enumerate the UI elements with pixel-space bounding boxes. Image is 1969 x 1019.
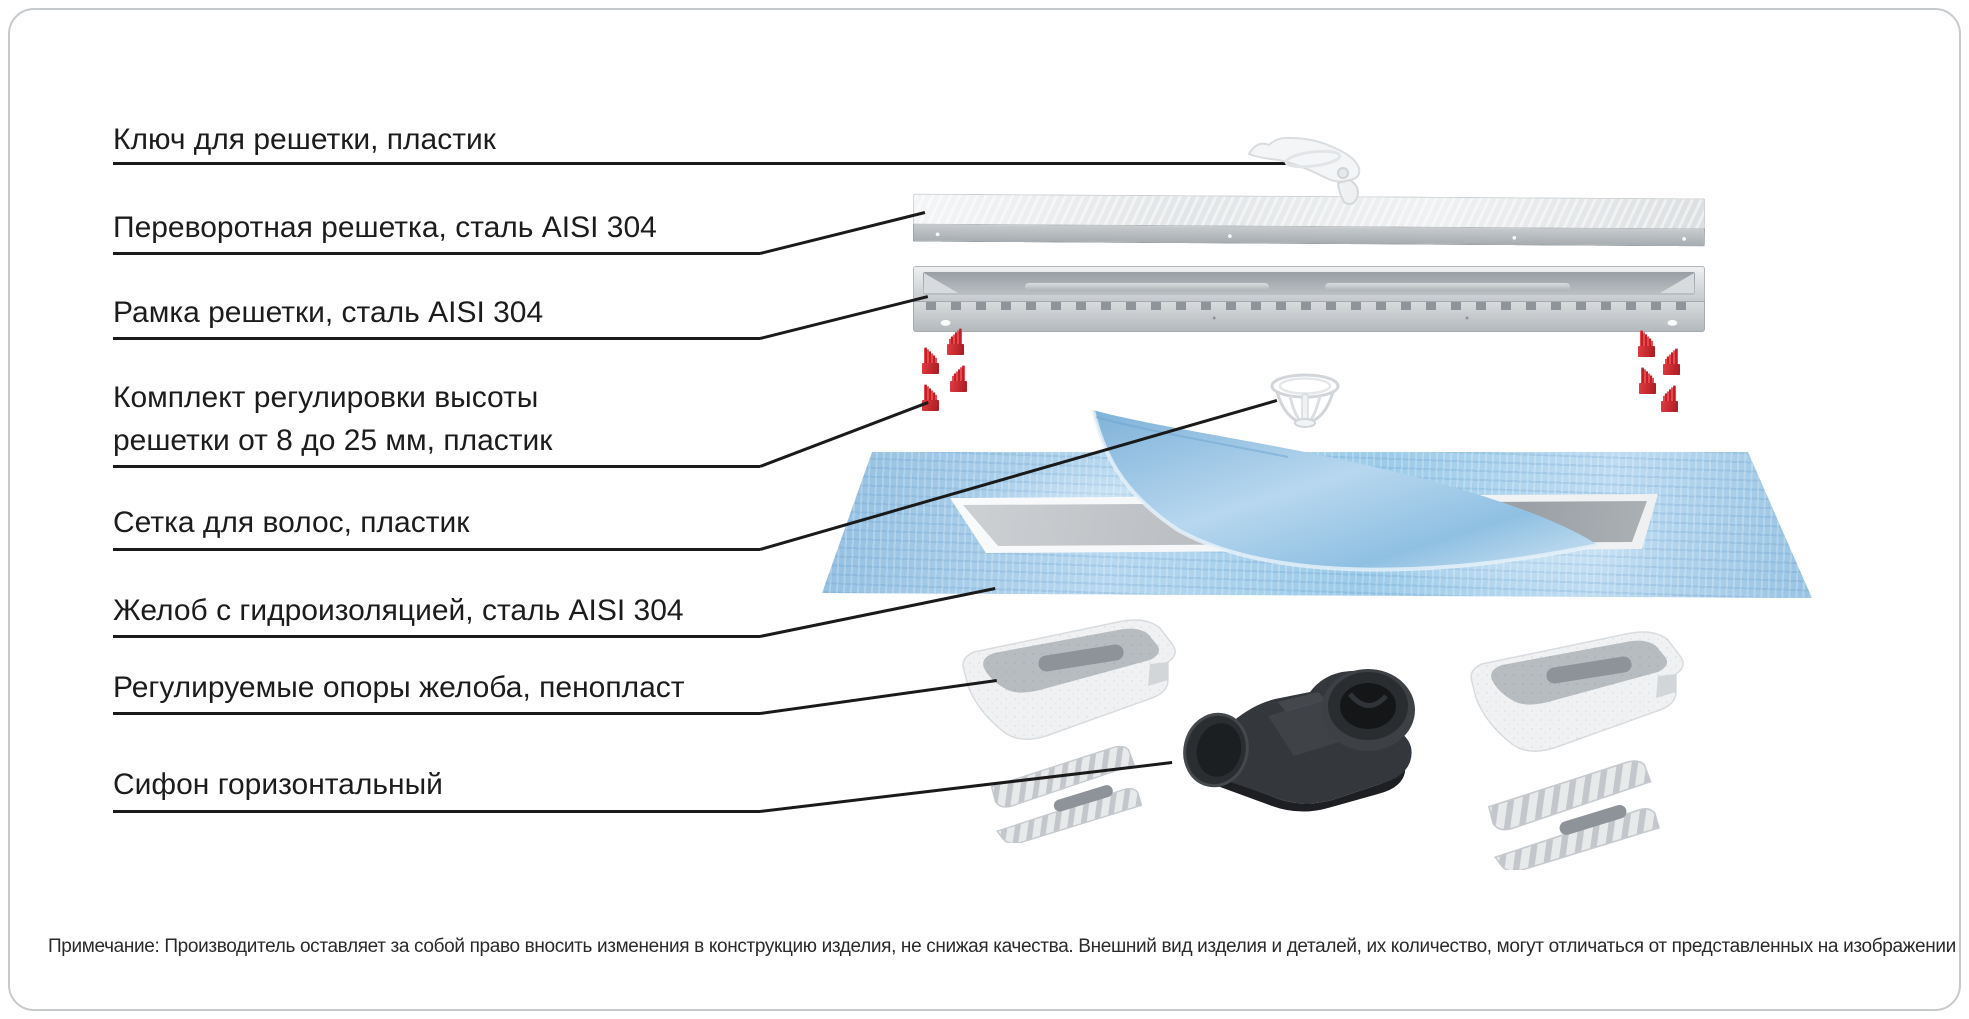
siphon-illustration [1172,636,1422,816]
leader-key-underline [113,162,1298,165]
height-clip [1663,348,1680,375]
leader-grate-underline [113,252,760,255]
height-clip [1661,385,1678,412]
foam-support-illustration [1458,618,1688,768]
height-clip [947,328,964,355]
hair-net-illustration [1268,372,1346,432]
leader-height-kit-underline [113,465,760,468]
frame-rim [913,266,1705,305]
label-height-kit-line2: решетки от 8 до 25 мм, пластик [113,424,553,457]
frame-notches [926,302,1692,310]
height-clip [1639,367,1656,394]
leader-channel-underline [113,635,760,638]
frame-front-face [913,301,1705,332]
footnote: Примечание: Производитель оставляет за собой право вносить изменения в конструкцию изделия, не снижая качества. Внешний вид изделия и деталей, их количество, могут отличаться от представленных на изображении [48,936,1956,957]
foam-wedges-illustration [1470,752,1680,870]
label-frame: Рамка решетки, сталь AISI 304 [113,296,544,329]
height-clip [922,347,939,374]
leader-siphon-underline [113,810,760,813]
label-key: Ключ для решетки, пластик [113,123,496,156]
leader-frame-diagonal [760,295,929,340]
grate-key-illustration [1243,126,1383,206]
height-clip [922,384,939,411]
label-hair-net: Сетка для волос, пластик [113,506,470,539]
leader-grate-diagonal [760,211,926,255]
frame-illustration [913,266,1705,332]
label-channel: Желоб с гидроизоляцией, сталь AISI 304 [113,594,684,627]
frame-leveling-bar [1325,283,1570,291]
frame-leveling-bar [1025,283,1270,291]
foam-wedges-illustration [975,738,1160,843]
label-supports: Регулируемые опоры желоба, пенопласт [113,671,685,704]
grate-front-face [913,224,1705,247]
frame-corner-gusset [1660,273,1694,293]
leader-hair-net-underline [113,548,760,551]
height-clip [1638,330,1655,357]
label-siphon: Сифон горизонтальный [113,768,443,801]
leader-supports-underline [113,712,760,715]
height-clip [950,365,967,392]
leader-frame-underline [113,337,760,340]
label-grate: Переворотная решетка, сталь AISI 304 [113,211,657,244]
label-height-kit-line1: Комплект регулировки высоты [113,381,539,414]
frame-corner-gusset [924,273,958,293]
